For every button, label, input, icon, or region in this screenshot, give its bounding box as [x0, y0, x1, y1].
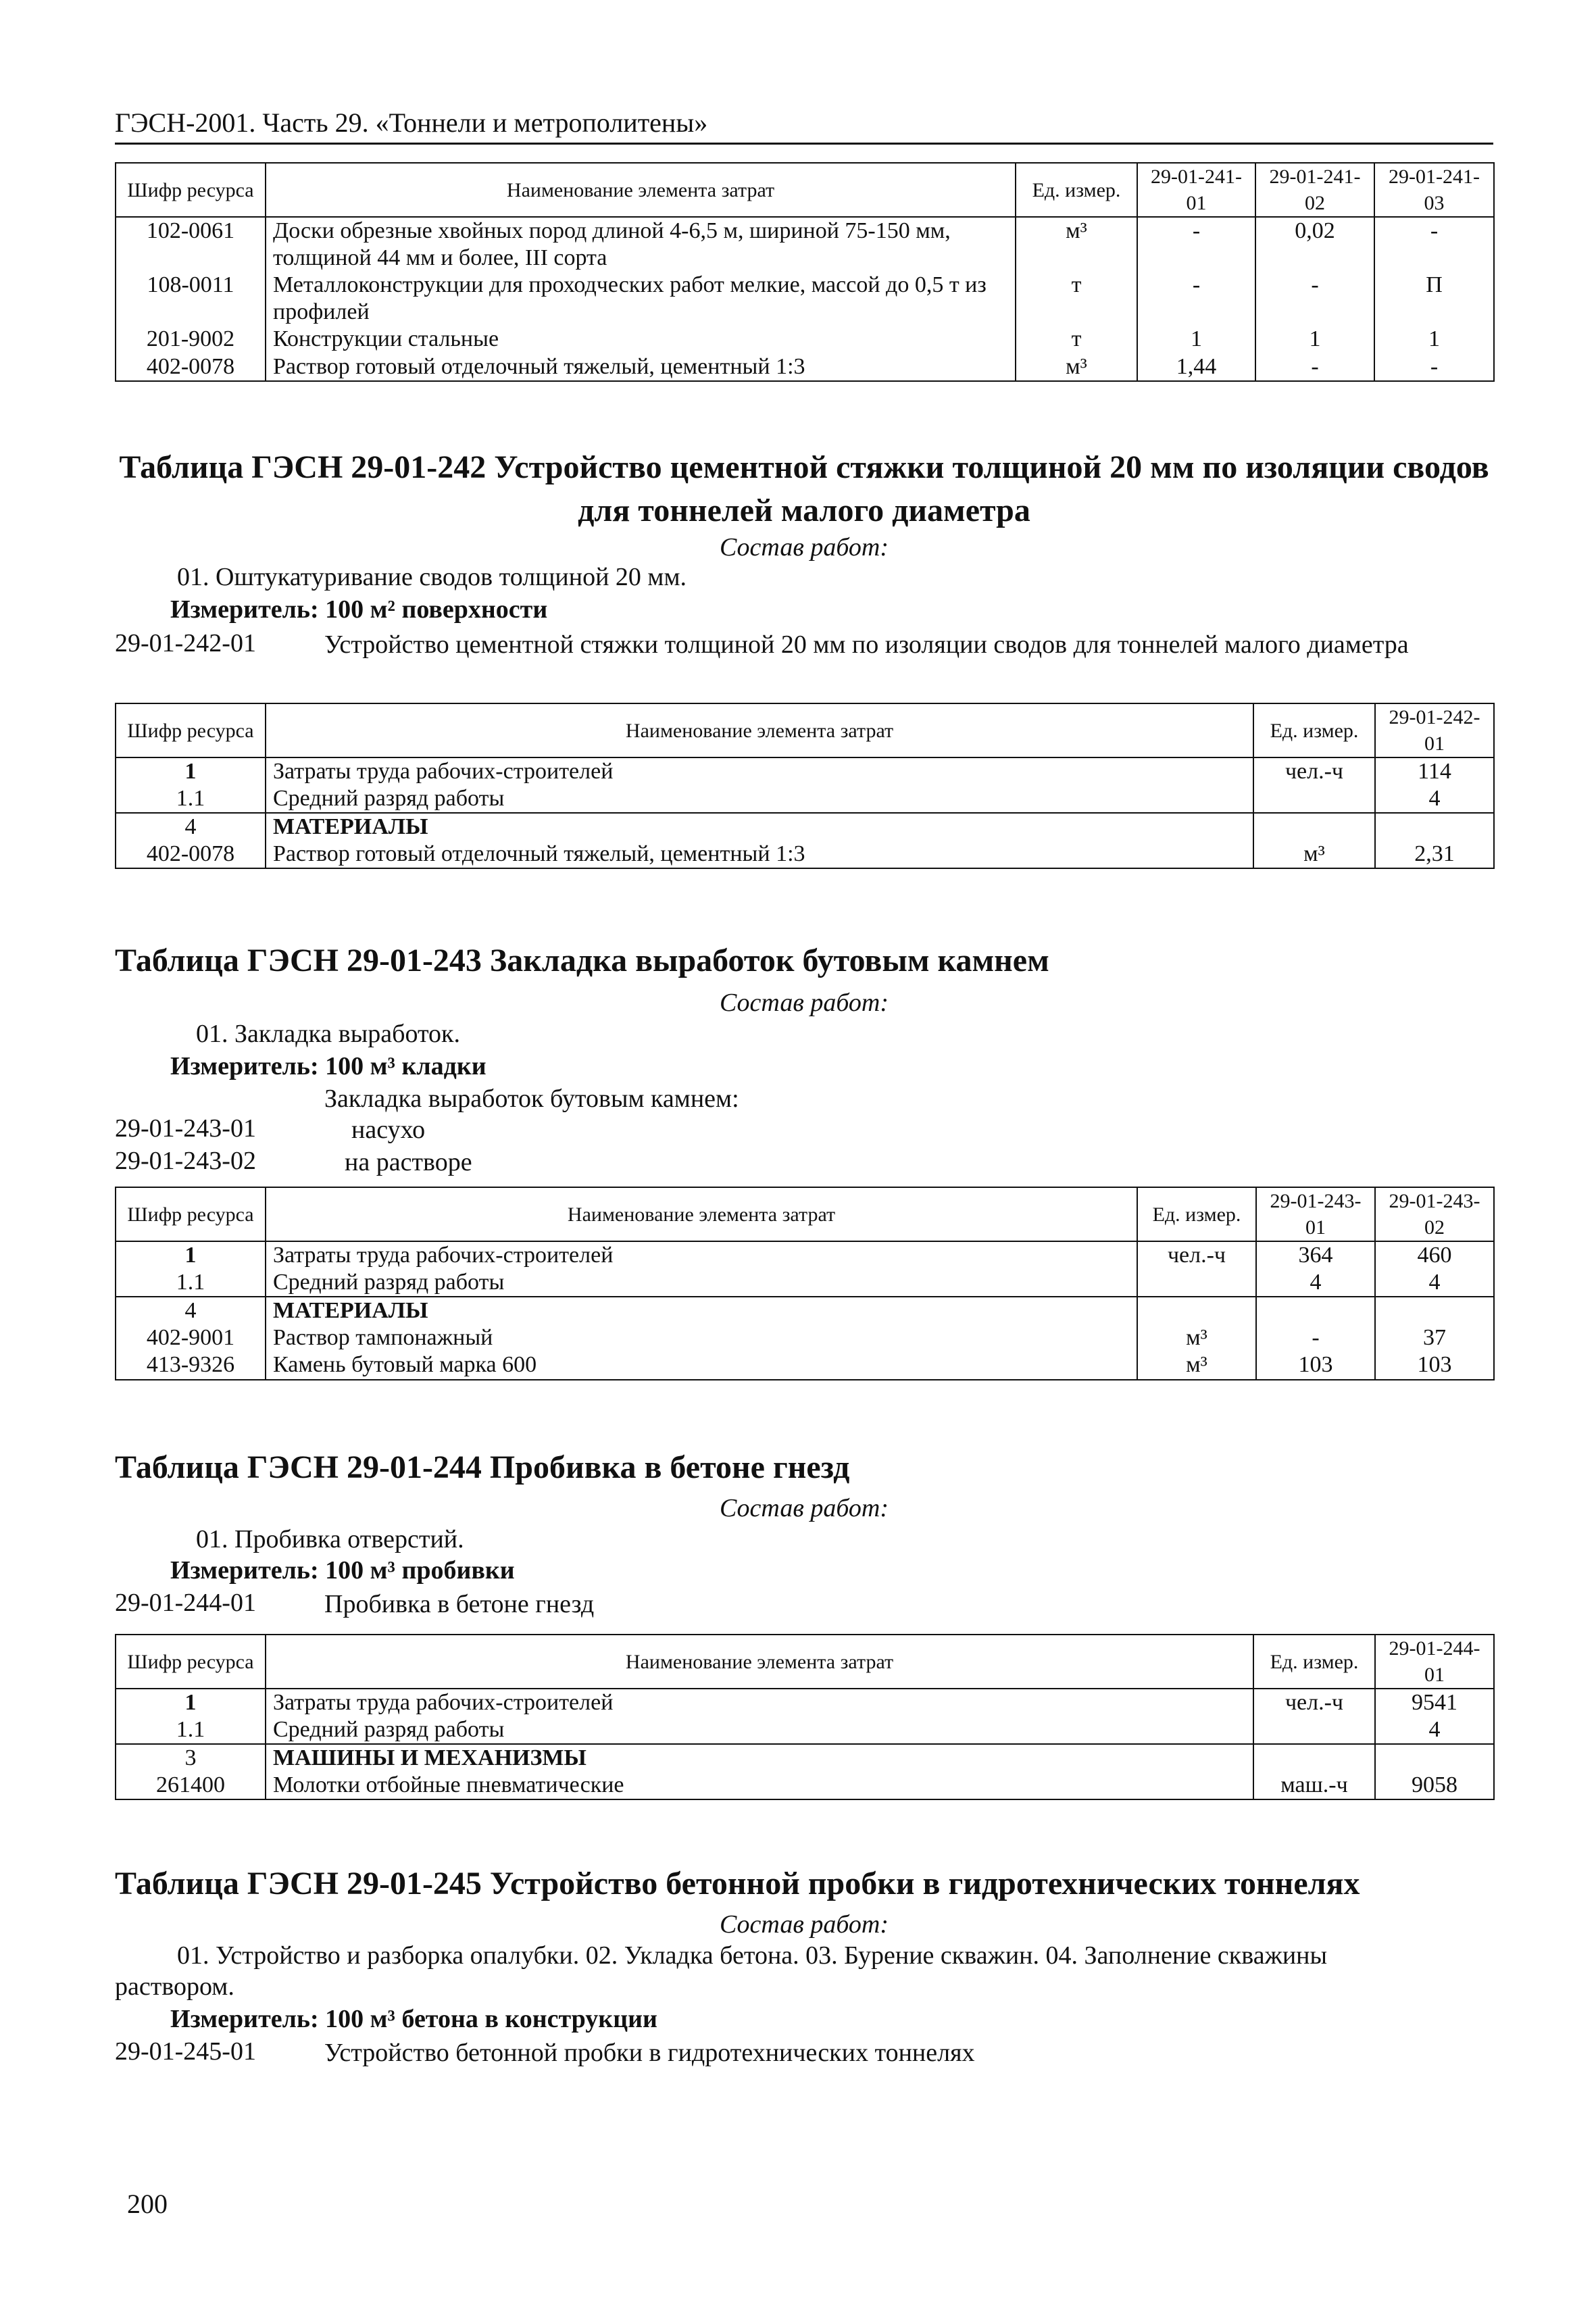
col-header-norm-1: 29-01-243-01 — [1256, 1187, 1375, 1241]
row-name: МАШИНЫ И МЕХАНИЗМЫ — [266, 1744, 1253, 1772]
norm-code: 29-01-243-01 — [115, 1114, 256, 1143]
row-name: Раствор готовый отделочный тяжелый, цементный 1:3 — [266, 353, 1016, 381]
row-value: - — [1137, 272, 1255, 326]
row-name: Доски обрезные хвойных пород длиной 4-6,5 м, шириной 75-150 мм, толщиной 44 мм и более, III сорта — [266, 217, 1016, 272]
table-241 — [115, 162, 1495, 382]
measure-unit: Измеритель: 100 м² поверхности — [170, 595, 548, 624]
table-243 — [115, 1187, 1495, 1380]
work-description-cont: раствором. — [115, 1972, 234, 2001]
table-row — [116, 1689, 1494, 1716]
row-value: П — [1374, 272, 1494, 326]
row-code: 1.1 — [116, 785, 266, 813]
work-composition-label: Состав работ: — [719, 533, 889, 562]
row-value: 2,31 — [1375, 841, 1494, 868]
row-value — [1375, 1744, 1494, 1772]
col-header-code: Шифр ресурса — [116, 163, 266, 217]
table-row — [116, 1324, 1494, 1351]
row-value — [1375, 813, 1494, 841]
norm-code: 29-01-242-01 — [115, 629, 256, 657]
row-name: Металлоконструкции для проходческих работ мелкие, массой до 0,5 т из профилей — [266, 272, 1016, 326]
table-row — [116, 785, 1494, 813]
norm-variant-label: на растворе — [345, 1148, 472, 1176]
row-code: 413-9326 — [116, 1351, 266, 1379]
col-header-name: Наименование элемента затрат — [266, 1187, 1137, 1241]
row-name: МАТЕРИАЛЫ — [266, 813, 1253, 841]
row-value: - — [1374, 217, 1494, 272]
table-row — [116, 1269, 1494, 1297]
row-code: 402-0078 — [116, 353, 266, 381]
page-number: 200 — [127, 2189, 168, 2219]
table-row — [116, 1351, 1494, 1379]
col-header-unit: Ед. измер. — [1253, 1635, 1375, 1689]
row-code: 4 — [116, 1297, 266, 1324]
row-unit — [1253, 1716, 1375, 1744]
row-code: 201-9002 — [116, 326, 266, 353]
col-header-code: Шифр ресурса — [116, 1187, 266, 1241]
table-row — [116, 1716, 1494, 1744]
row-name: Молотки отбойные пневматические — [266, 1772, 1253, 1799]
row-code: 261400 — [116, 1772, 266, 1799]
row-value: 4 — [1375, 785, 1494, 813]
row-unit: чел.-ч — [1253, 1689, 1375, 1716]
row-value — [1375, 1297, 1494, 1324]
row-unit: т — [1016, 272, 1137, 326]
table-row — [116, 353, 1494, 381]
row-value: 1 — [1255, 326, 1374, 353]
work-composition-label: Состав работ: — [719, 1910, 889, 1939]
row-value: 9058 — [1375, 1772, 1494, 1799]
table-title-244: Таблица ГЭСН 29-01-244 Пробивка в бетоне гнезд — [115, 1449, 850, 1485]
row-code: 1 — [116, 757, 266, 785]
row-name: МАТЕРИАЛЫ — [266, 1297, 1137, 1324]
row-code: 1.1 — [116, 1269, 266, 1297]
row-unit — [1253, 813, 1375, 841]
table-row — [116, 841, 1494, 868]
table-244 — [115, 1634, 1495, 1800]
row-name: Средний разряд работы — [266, 785, 1253, 813]
col-header-unit: Ед. измер. — [1016, 163, 1137, 217]
row-code: 102-0061 — [116, 217, 266, 272]
row-value: 9541 — [1375, 1689, 1494, 1716]
page-header: ГЭСН-2001. Часть 29. «Тоннели и метрополитены» — [115, 107, 1493, 145]
row-unit — [1253, 785, 1375, 813]
table-row — [116, 813, 1494, 841]
table-row — [116, 217, 1494, 272]
row-value: 1,44 — [1137, 353, 1255, 381]
col-header-unit: Ед. измер. — [1253, 703, 1375, 757]
row-value: - — [1255, 272, 1374, 326]
col-header-norm-1: 29-01-241-01 — [1137, 163, 1255, 217]
col-header-norm-1: 29-01-244-01 — [1375, 1635, 1494, 1689]
row-value: - — [1374, 353, 1494, 381]
row-value: 114 — [1375, 757, 1494, 785]
measure-unit: Измеритель: 100 м³ кладки — [170, 1052, 487, 1080]
norm-description: Пробивка в бетоне гнезд — [324, 1590, 595, 1618]
work-description: 01. Пробивка отверстий. — [196, 1525, 464, 1553]
row-code: 1.1 — [116, 1716, 266, 1744]
row-unit: т — [1016, 326, 1137, 353]
norm-code: 29-01-245-01 — [115, 2037, 256, 2066]
row-value — [1256, 1297, 1375, 1324]
row-name: Затраты труда рабочих-строителей — [266, 1689, 1253, 1716]
col-header-name: Наименование элемента затрат — [266, 1635, 1253, 1689]
row-code: 1 — [116, 1689, 266, 1716]
row-value: 4 — [1375, 1716, 1494, 1744]
col-header-code: Шифр ресурса — [116, 1635, 266, 1689]
table-title-243: Таблица ГЭСН 29-01-243 Закладка выработок бутовым камнем — [115, 943, 1049, 978]
row-unit: чел.-ч — [1137, 1241, 1256, 1269]
work-composition-label: Состав работ: — [719, 1494, 889, 1522]
norm-group-description: Закладка выработок бутовым камнем: — [324, 1085, 739, 1113]
row-name: Раствор тампонажный — [266, 1324, 1137, 1351]
row-unit: чел.-ч — [1253, 757, 1375, 785]
table-row — [116, 1744, 1494, 1772]
table-row — [116, 1772, 1494, 1799]
row-unit: м³ — [1137, 1324, 1256, 1351]
table-row — [116, 757, 1494, 785]
row-value: 4 — [1256, 1269, 1375, 1297]
row-value: 1 — [1374, 326, 1494, 353]
row-name: Затраты труда рабочих-строителей — [266, 1241, 1137, 1269]
row-value: - — [1137, 217, 1255, 272]
norm-code: 29-01-244-01 — [115, 1589, 256, 1617]
row-value: 37 — [1375, 1324, 1494, 1351]
norm-variant-label: насухо — [351, 1116, 426, 1144]
row-value: - — [1256, 1324, 1375, 1351]
row-code: 402-9001 — [116, 1324, 266, 1351]
row-value: - — [1255, 353, 1374, 381]
table-row — [116, 326, 1494, 353]
row-code: 4 — [116, 813, 266, 841]
table-title-242: Таблица ГЭСН 29-01-242 Устройство цементной стяжки толщиной 20 мм по изоляции сводов для тоннелей малого диаметра — [119, 449, 1489, 528]
table-title-245: Таблица ГЭСН 29-01-245 Устройство бетонной пробки в гидротехнических тоннелях — [115, 1866, 1360, 1901]
norm-description: Устройство цементной стяжки толщиной 20 мм по изоляции сводов для тоннелей малого диаметра — [324, 630, 1409, 659]
col-header-norm-2: 29-01-243-02 — [1375, 1187, 1494, 1241]
col-header-name: Наименование элемента затрат — [266, 163, 1016, 217]
col-header-code: Шифр ресурса — [116, 703, 266, 757]
row-value: 0,02 — [1255, 217, 1374, 272]
col-header-norm-1: 29-01-242-01 — [1375, 703, 1494, 757]
table-242 — [115, 703, 1495, 869]
row-unit: м³ — [1016, 217, 1137, 272]
row-name: Средний разряд работы — [266, 1716, 1253, 1744]
row-value: 103 — [1256, 1351, 1375, 1379]
row-code: 108-0011 — [116, 272, 266, 326]
table-row — [116, 272, 1494, 326]
row-name: Камень бутовый марка 600 — [266, 1351, 1137, 1379]
work-composition-label: Состав работ: — [719, 989, 889, 1017]
row-name: Средний разряд работы — [266, 1269, 1137, 1297]
row-code: 1 — [116, 1241, 266, 1269]
row-unit: м³ — [1137, 1351, 1256, 1379]
col-header-unit: Ед. измер. — [1137, 1187, 1256, 1241]
row-unit — [1137, 1297, 1256, 1324]
norm-code: 29-01-243-02 — [115, 1147, 256, 1175]
row-name: Затраты труда рабочих-строителей — [266, 757, 1253, 785]
work-description: 01. Закладка выработок. — [196, 1020, 461, 1048]
row-unit: м³ — [1253, 841, 1375, 868]
col-header-norm-3: 29-01-241-03 — [1374, 163, 1494, 217]
row-unit — [1137, 1269, 1256, 1297]
col-header-norm-2: 29-01-241-02 — [1255, 163, 1374, 217]
row-code: 3 — [116, 1744, 266, 1772]
work-description: 01. Устройство и разборка опалубки. 02. Укладка бетона. 03. Бурение скважин. 04. Заполнение скважины — [177, 1941, 1328, 1970]
measure-unit: Измеритель: 100 м³ пробивки — [170, 1556, 515, 1585]
row-name: Конструкции стальные — [266, 326, 1016, 353]
row-value: 4 — [1375, 1269, 1494, 1297]
measure-unit: Измеритель: 100 м³ бетона в конструкции — [170, 2005, 657, 2033]
table-row — [116, 1241, 1494, 1269]
table-row — [116, 1297, 1494, 1324]
col-header-name: Наименование элемента затрат — [266, 703, 1253, 757]
row-value: 1 — [1137, 326, 1255, 353]
row-value: 364 — [1256, 1241, 1375, 1269]
row-unit — [1253, 1744, 1375, 1772]
norm-description: Устройство бетонной пробки в гидротехнических тоннелях — [324, 2039, 975, 2067]
row-unit: маш.-ч — [1253, 1772, 1375, 1799]
row-unit: м³ — [1016, 353, 1137, 381]
row-value: 460 — [1375, 1241, 1494, 1269]
row-code: 402-0078 — [116, 841, 266, 868]
row-name: Раствор готовый отделочный тяжелый, цементный 1:3 — [266, 841, 1253, 868]
work-description: 01. Оштукатуривание сводов толщиной 20 мм. — [177, 563, 687, 591]
row-value: 103 — [1375, 1351, 1494, 1379]
